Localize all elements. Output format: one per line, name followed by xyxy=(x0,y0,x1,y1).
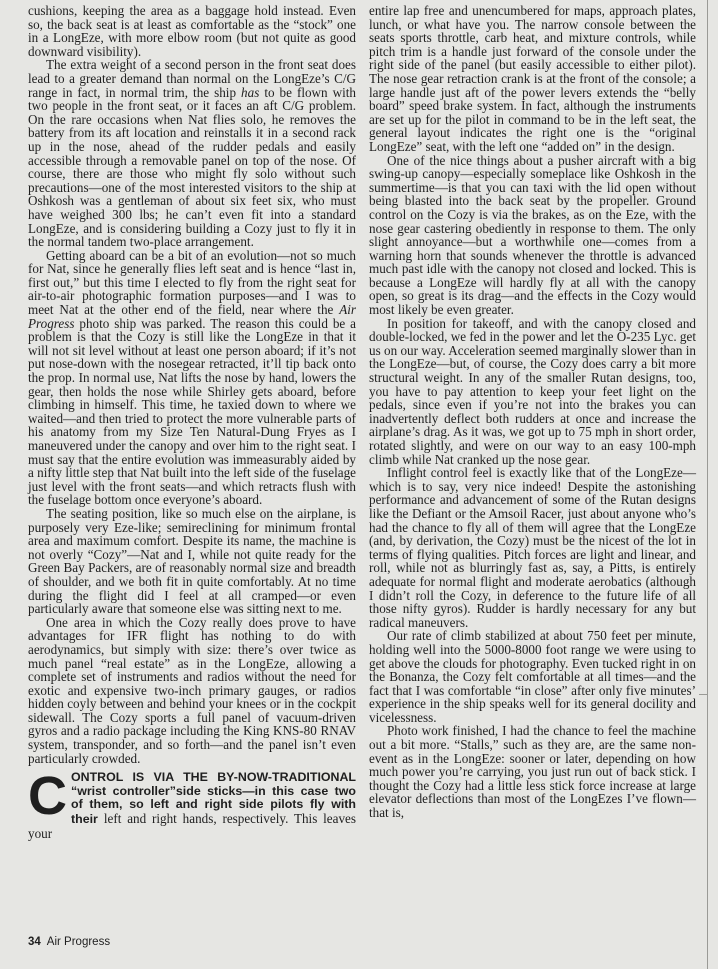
paragraph: Our rate of climb stabilized at about 750 feet per minute, holding well into the 5000-8000 foot range we were using to get above the clouds for photography. Even tucked right in on the Bonanza, the Cozy felt comfortable at all times—and the fact that I was comfortable “in close” after only five minutes’ experience in the ship speaks well for its general docility and vicelessness. xyxy=(369,628,696,725)
paragraph: In position for takeoff, and with the canopy closed and double-locked, we fed in the power and let the O-235 Lyc. get us on our way. Acceleration seemed marginally slower than in the LongEze—but, of course, the Cozy does carry a bit more structural weight. In any of the smaller Rutan designs, too, you have to pay attention to keep your feet light on the pedals, since even if you’re not into the brakes you can inadvertently deflect both rudders at once and increase the airplane’s drag. As it was, we got up to 75 mph in short order, rotated slightly, and were on our way to an easy 100-mph climb while Nat cranked up the nose gear. xyxy=(369,315,696,467)
page-footer xyxy=(28,936,110,948)
pull-quote xyxy=(28,766,356,841)
paragraph: Getting aboard can be a bit of an evolution—not so much for Nat, since he generally flies left seat and is hence “last in, first out,” but this time I elected to fly from the right seat for air-to-air photographic formation purposes—and I was to meet Nat at the other end of the field, near where the Air Progress photo ship was parked. The reason this could be a problem is that the Cozy is still like the LongEze in that it will not sit level without at least one person aboard; if it’s not put nose-down with the nosegear retracted, it’ll tip back onto the prop. In normal use, Nat lifts the nose by hand, lowers the gear, then holds the nose while Shirley gets aboard, before climbing in himself. This time, he taxied down to where we waited—and then tried to protect the more vulnerable parts of his anatomy from my Size Ten Natural-Dung Fryes as I maneuvered under the canopy and over him to the right seat. I must say that the entire evolution was immeasurably aided by a nifty little step that Nat built into the left side of the fuselage just level with the front seats—and which retracts flush with the fuselage bottom once everyone’s aboard. xyxy=(28,247,356,508)
paragraph: The seating position, like so much else on the airplane, is purposely very Eze-like; semireclining for minimum frontal area and maximum comfort. Despite its name, the machine is not overly “Cozy”—Nat and I, while not quite ready for the Green Bay Packers, are of reasonably normal size and breadth of shoulder, and we both fit in quite comfortably. At no time during the flight did I feel at all cramped—or even particularly aware that someone else was sitting next to me. xyxy=(28,505,356,617)
left-column xyxy=(28,4,356,841)
paragraph: The extra weight of a second person in the front seat does lead to a greater demand than normal on the LongEze’s C/G range in fact, in normal trim, the ship has to be flown with two people in the front seat, or it faces an aft C/G problem. On the rare occasions when Nat flies solo, he removes the battery from its aft location and reinstalls it in a second rack up in the nose, ahead of the rudder pedals and easily accessible through a removable panel on top of the nose. Of course, there are those who might fly solo without such precautions—one of the most interested visitors to the ship at Oshkosh was a gentleman of about six feet six, who must have weighed 300 lbs; he can’t even fit into a standard LongEze, and is considering building a Cozy just to fly it in the normal tandem two-place arrangement. xyxy=(28,57,356,250)
paragraph: entire lap free and unencumbered for maps, approach plates, lunch, or what have you. The narrow console between the seats sports throttle, carb heat, and mixture controls, while pitch trim is a handle just forward of the console under the right side of the panel (but easily accessible to either pilot). The nose gear retraction crank is at the front of the console; a large handle just aft of the power levers extends the “belly board” speed brake system. In fact, although the instruments are set up for the pilot in command to be in the left seat, the general layout indicates the right one is the “original LongEze” seat, with the left one “added on” in the design. xyxy=(369,3,696,154)
right-column xyxy=(369,4,696,820)
paragraph: cushions, keeping the area as a baggage hold instead. Even so, the back seat is at least as comfortable as the “stock” one in a LongEze, with more elbow room (but not quite as good downward visibility). xyxy=(28,3,356,59)
page-edge-mark xyxy=(699,694,707,695)
paragraph: Inflight control feel is exactly like that of the LongEze—which is to say, very nice indeed! Despite the astonishing performance and advancement of some of the Rutan designs like the Defiant or the Amsoil Racer, just about anyone who’s had the chance to fly all of them will agree that the LongEze (and, by derivation, the Cozy) must be the nicest of the lot in terms of flying qualities. Pitch forces are light and linear, and roll, while not as blurringly fast as, say, a Pitts, is entirely adequate for normal flight and moderate aerobatics (although I didn’t roll the Cozy, in deference to the future life of all those nifty gyros). Rudder is hardly necessary for any but radical maneuvers. xyxy=(369,465,696,630)
paragraph: Photo work finished, I had the chance to feel the machine out a bit more. “Stalls,” such as they are, are the same non-event as in the LongEze: sooner or later, depending on how much power you’re carrying, you just run out of back stick. I thought the Cozy had a little less stick force increase at large elevator deflections than most of the LongEzes I’ve flown—that is, xyxy=(369,723,696,821)
page-edge-rule xyxy=(707,0,708,969)
italic-text: has xyxy=(241,84,260,100)
drop-cap: C xyxy=(28,766,67,827)
paragraph: One area in which the Cozy really does prove to have advantages for IFR flight has nothing to do with aerodynamics, but simply with size: there’s over twice as much panel “real estate” as in the LongEze, allowing a complete set of instruments and radios without the need for exotic and expensive two-inch primary gauges, or radios hidden coyly between and behind your knees or in the cockpit sidewall. The Cozy sports a full panel of vacuum-driven gyros and a radio package including the King KNS-80 RNAV system, transponder, and so forth—and the panel isn’t even particularly crowded. xyxy=(28,614,356,766)
publication-name: Air Progress xyxy=(46,936,111,948)
paragraph: One of the nice things about a pusher aircraft with a big swing-up canopy—especially someplace like Oshkosh in the summertime—is that you can taxi with the lid open without being blasted into the back seat by the propeller. Ground control on the Cozy is via the brakes, as on the Eze, with the nose gear castering obediently in response to them. The only slight annoyance—but a worthwhile one—comes from a warning horn that sounds whenever the throttle is advanced much past idle with the canopy not closed and locked. This is because a LongEze will hardly fly at all with the canopy open, so great is its drag—and the effects in the Cozy would most likely be even greater. xyxy=(369,152,696,318)
pull-quote-bold: ONTROL IS VIA THE BY-NOW-TRADITIONAL “wrist controller”side sticks—in this case two of them, so left and right side pilots fly with their xyxy=(71,770,356,827)
pull-quote-continuation: left and right hands, respectively. This leaves your xyxy=(28,811,356,841)
page-number: 34 xyxy=(28,936,41,948)
italic-text: Air Progress xyxy=(28,302,356,331)
